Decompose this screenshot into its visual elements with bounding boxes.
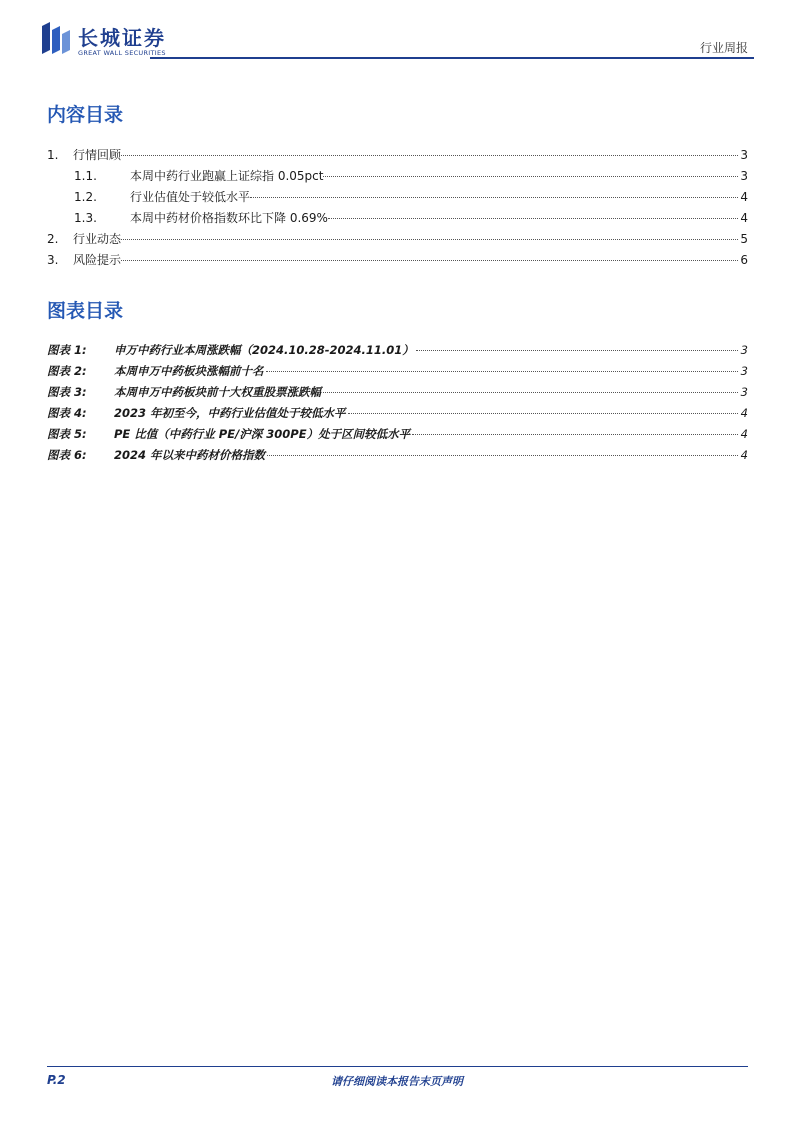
toc-leader	[121, 155, 738, 156]
toc-item[interactable]	[74, 188, 748, 205]
toc-label: 行业估值处于较低水平	[130, 190, 251, 204]
toc-leader	[328, 218, 738, 219]
toc-label: 风险提示	[73, 253, 122, 267]
figure-leader	[267, 455, 738, 456]
figure-page: 4	[740, 427, 748, 441]
figure-page: 4	[740, 406, 748, 420]
figure-page: 3	[740, 343, 748, 357]
toc-num: 1.3.	[74, 211, 97, 225]
page-number: P.2	[47, 1073, 66, 1087]
figure-item[interactable]	[47, 405, 748, 421]
figure-caption: PE 比值（中药行业 PE/沪深 300PE）处于区间较低水平	[114, 427, 411, 441]
figure-caption: 本周申万中药板块前十大权重股票涨跌幅	[114, 385, 321, 399]
toc-label: 本周中药材价格指数环比下降 0.69%	[130, 211, 328, 225]
figure-page: 4	[740, 448, 748, 462]
toc-page: 4	[740, 211, 748, 225]
toc-leader	[250, 197, 738, 198]
figure-label: 图表 3:	[47, 385, 87, 399]
figure-page: 3	[740, 385, 748, 399]
toc-num: 1.2.	[74, 190, 97, 204]
toc-label: 行业动态	[73, 232, 122, 246]
toc-item[interactable]	[47, 251, 748, 268]
figure-label: 图表 6:	[47, 448, 87, 462]
toc-page: 3	[740, 169, 748, 183]
footer-disclaimer: 请仔细阅读本报告末页声明	[331, 1075, 463, 1088]
toc-page: 6	[740, 253, 748, 267]
figure-caption: 申万中药行业本周涨跌幅（2024.10.28-2024.11.01）	[114, 343, 414, 357]
toc-label: 行情回顾	[73, 148, 122, 162]
toc-num: 1.	[47, 148, 59, 162]
brand-name-en: GREAT WALL SECURITIES	[78, 49, 166, 57]
toc-leader	[121, 260, 738, 261]
figure-caption: 2023 年初至今，中药行业估值处于较低水平	[114, 406, 346, 420]
figure-caption: 2024 年以来中药材价格指数	[114, 448, 266, 462]
figure-label: 图表 4:	[47, 406, 87, 420]
figure-item[interactable]	[47, 384, 748, 400]
toc-page: 4	[740, 190, 748, 204]
figure-leader	[348, 413, 738, 414]
figure-label: 图表 5:	[47, 427, 87, 441]
toc-item[interactable]	[74, 167, 748, 184]
toc-num: 3.	[47, 253, 59, 267]
figure-item[interactable]	[47, 426, 748, 442]
header-divider	[150, 57, 754, 59]
toc-page: 3	[740, 148, 748, 162]
figure-leader	[266, 371, 738, 372]
toc-label: 本周中药行业跑赢上证综指 0.05pct	[130, 169, 324, 183]
contents-title: 内容目录	[47, 104, 124, 126]
figure-leader	[416, 350, 738, 351]
toc-item[interactable]	[47, 146, 748, 163]
figure-label: 图表 1:	[47, 343, 87, 357]
company-logo	[40, 20, 180, 60]
great-wall-logo-icon	[40, 20, 74, 56]
figure-caption: 本周申万中药板块涨幅前十名	[114, 364, 264, 378]
toc-num: 1.1.	[74, 169, 97, 183]
toc-leader	[323, 176, 738, 177]
toc-item[interactable]	[74, 209, 748, 226]
footer-divider	[47, 1066, 748, 1067]
figure-item[interactable]	[47, 363, 748, 379]
figures-title: 图表目录	[47, 300, 124, 322]
report-type: 行业周报	[699, 41, 748, 55]
figure-leader	[323, 392, 738, 393]
toc-num: 2.	[47, 232, 59, 246]
figure-item[interactable]	[47, 342, 748, 358]
figure-label: 图表 2:	[47, 364, 87, 378]
toc-leader	[121, 239, 738, 240]
figure-item[interactable]	[47, 447, 748, 463]
figure-page: 3	[740, 364, 748, 378]
toc-item[interactable]	[47, 230, 748, 247]
figure-leader	[412, 434, 738, 435]
brand-name-cn: 长城证券	[78, 26, 166, 50]
toc-page: 5	[740, 232, 748, 246]
